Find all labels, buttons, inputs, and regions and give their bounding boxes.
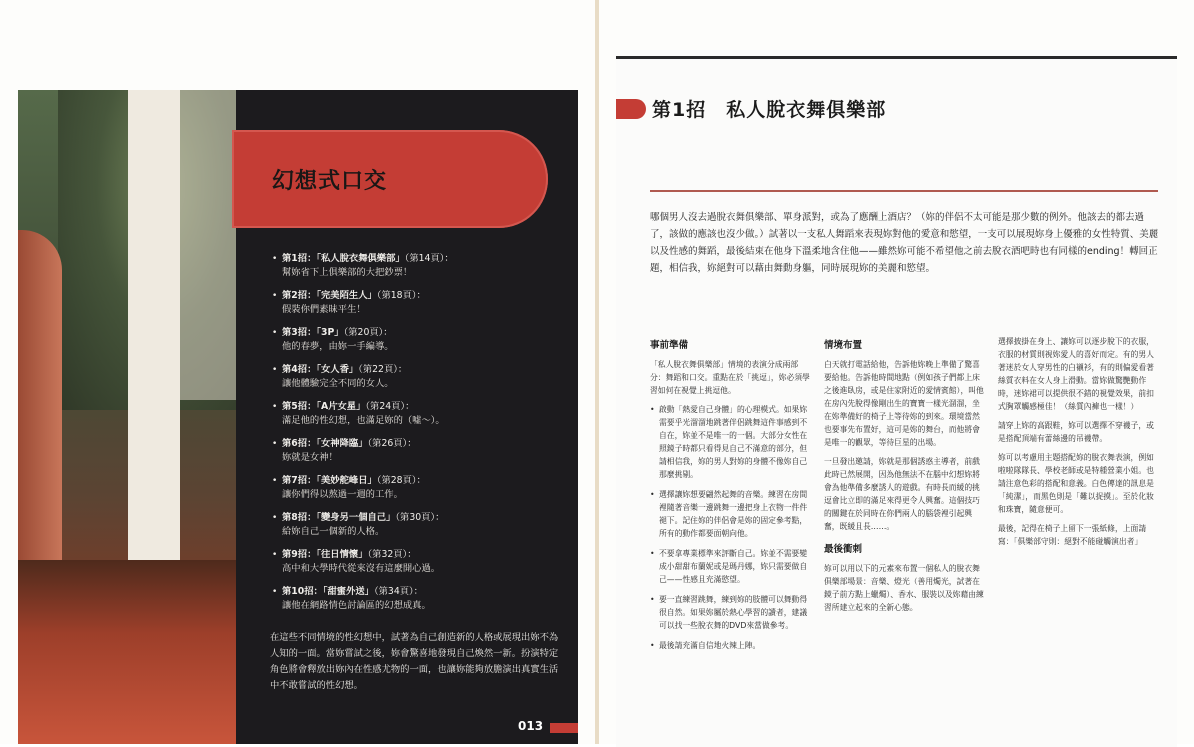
- paragraph: 白天就打電話給他，告訴他妳晚上準備了驚喜要給他。告訴他時間地點（例如孩子們都上床之後進臥房，或是住家附近的愛情賓館），叫他在房內先脫得像剛出生的寶寶一樣光溜溜，坐在妳準備好的椅子上等待妳的到來。環境當然也要事先布置好，這可是妳的舞台，而他將會是唯一的觀眾，等待巨星的出場。: [824, 360, 984, 447]
- chapter-item: • 第2招：「完美陌生人」（第18頁）： 假裝你們素昧平生！: [272, 289, 572, 317]
- page-title: 第1招 私人脫衣舞俱樂部: [652, 99, 887, 121]
- right-page: [616, 56, 1177, 747]
- chapter-list: [272, 252, 572, 622]
- chapter-item: • 第10招：「甜蜜外送」（第34頁）： 讓他在網路情色討論區的幻想成真。: [272, 585, 572, 613]
- column-preparation: [650, 339, 810, 659]
- paragraph: 「私人脫衣舞俱樂部」情境的表演分成兩部分：舞蹈和口交。重點在於「挑逗」，妳必須學習如何在視覺上挑逗他。: [650, 360, 810, 395]
- list-item: • 選擇讓妳想要翩然起舞的音樂。練習在房間裡隨著音樂一邊跳舞一邊把身上衣物一件件褪下。記住妳的伴侶會是妳的固定參考點，所有的動作都要面朝向他。: [650, 488, 810, 540]
- chapter-item: • 第1招：「私人脫衣舞俱樂部」（第14頁）： 幫妳省下上俱樂部的大把鈔票！: [272, 252, 572, 280]
- chapter-item: • 第9招：「往日情懷」（第32頁）： 高中和大學時代從來沒有這麼開心過。: [272, 548, 572, 576]
- chapter-item: • 第7招：「美妙舵峰日」（第28頁）： 讓你們得以熬過一週的工作。: [272, 474, 572, 502]
- lead-paragraph: 哪個男人沒去過脫衣舞俱樂部、單身派對，或為了應酬上酒店？（妳的伴侶不太可能是那少數的例外。他該去的都去過了，該做的應該也沒少做。）試著以一支私人舞蹈來表現妳對他的愛意和慾望，一支可以展現妳身上優雅的女性特質、美麗以及性感的舞蹈，最後結束在他身下溫柔地含住他——雖然妳可能不希望他之前去脫衣酒吧時也有同樣的ending！轉回正題，相信我，妳絕對可以藉由舞動身軀，同時展現妳的美麗和慾望。: [650, 212, 1159, 274]
- intro-paragraph: 在這些不同情境的性幻想中，試著為自己創造新的人格或展現出妳不為人知的一面。當妳嘗試之後，妳會驚喜地發現自己煥然一新。扮演特定角色將會釋放出妳內在性感尤物的一面，也讓妳能夠放膽演出真實生活中不敢嘗試的性幻想。: [270, 632, 559, 691]
- photo-floor: [18, 560, 236, 744]
- list-item: • 最後請充滿自信地火辣上陣。: [650, 639, 810, 652]
- list-item: • 不要拿專業標準來評斷自己。妳並不需要變成小甜甜布蘭妮或是瑪丹娜，妳只需要做自己——性感且充滿慾望。: [650, 547, 810, 586]
- column-setting: [824, 339, 986, 620]
- page-gutter: [595, 0, 599, 744]
- left-page: [18, 90, 578, 744]
- bullet-list: [650, 403, 810, 652]
- chapter-item: • 第4招：「女人香」（第22頁）： 讓他體驗完全不同的女人。: [272, 363, 572, 391]
- chapter-item: • 第8招：「變身另一個自己」（第30頁）： 給妳自己一個新的人格。: [272, 511, 572, 539]
- paragraph: 請穿上妳的高跟鞋，妳可以選擇不穿襪子，或是搭配頂端有蕾絲邊的吊襪帶。: [998, 421, 1154, 443]
- paragraph: 選擇披掛在身上、讓妳可以逐步脫下的衣服，衣服的材質則視妳愛人的喜好而定。有的男人著迷於女人穿男性的白襯衫，有的則偏愛看著絲質衣料在女人身上滑動。當妳做驚艷動作時，迷妳裙可以提供很不錯的視覺效果，前扣式胸罩觸感極佳！（絲質內褲也一樣！）: [998, 337, 1154, 411]
- photo-door-frame: [128, 90, 180, 560]
- column-continued: [998, 335, 1158, 554]
- banner-title: 幻想式口交: [272, 169, 388, 194]
- list-item: • 啟動「熱愛自己身體」的心理模式。如果妳需要乎光溜溜地跳著伴侶跳舞這件事感到不自在，妳並不是唯一的一個。大部分女性在照鏡子時都只看得見自己不滿意的部分，但請相信我，妳的男人對妳的身體不像妳自己那麼挑剔。: [650, 403, 810, 481]
- paragraph: 妳可以用以下的元素來布置一個私人的脫衣舞俱樂部場景：音樂、燈光（善用燭光，試著在鏡子前方點上蠟燭）、香水、服裝以及妳藉由練習所建立起來的全新心態。: [824, 564, 984, 612]
- page-number-bar: [550, 723, 578, 733]
- paragraph: 最後，記得在椅子上留下一張紙條，上面請寫：「俱樂部守則：絕對不能碰觸演出者」: [998, 524, 1147, 546]
- cover-photo: [18, 90, 236, 744]
- title-rule: [650, 190, 1158, 192]
- page-number: 013: [518, 719, 544, 733]
- paragraph: 妳可以考慮用主題搭配妳的脫衣舞表演，例如啦啦隊隊長、學校老師或是特種營業小姐。也請注意色彩的搭配和意義。白色傳達的訊息是「純潔」，而黑色則是「難以捉摸」。至於化妝和珠寶，隨意便可。: [998, 453, 1154, 514]
- section-heading: 情境布置: [824, 340, 863, 351]
- chapter-item: • 第3招：「3P」（第20頁）： 他的春夢，由妳一手編導。: [272, 326, 572, 354]
- list-item: • 要一直練習跳舞，練到妳的肢體可以舞動得很自然。如果妳屬於熱心學習的讀者，建議可以找一些脫衣舞的DVD來當做參考。: [650, 593, 810, 632]
- paragraph: 一旦發出邀請，妳就是那個誘惑主導者，前戲此時已然展開，因為他無法不在腦中幻想妳將會為他準備多麼誘人的遊戲。有時長而緩的挑逗會比立即的滿足來得更令人興奮。這個技巧的關鍵在於同時在你們兩人的腦袋裡引起興奮，既緩且長……。: [824, 457, 980, 531]
- section-heading: 最後衝刺: [824, 544, 863, 555]
- chapter-item: • 第5招：「A片女星」（第24頁）： 滿足他的性幻想，也滿足妳的（噓〜）。: [272, 400, 572, 428]
- section-heading: 事前準備: [650, 340, 689, 351]
- chapter-item: • 第6招：「女神降臨」（第26頁）： 妳就是女神！: [272, 437, 572, 465]
- chapter-tab-mark: [616, 99, 646, 119]
